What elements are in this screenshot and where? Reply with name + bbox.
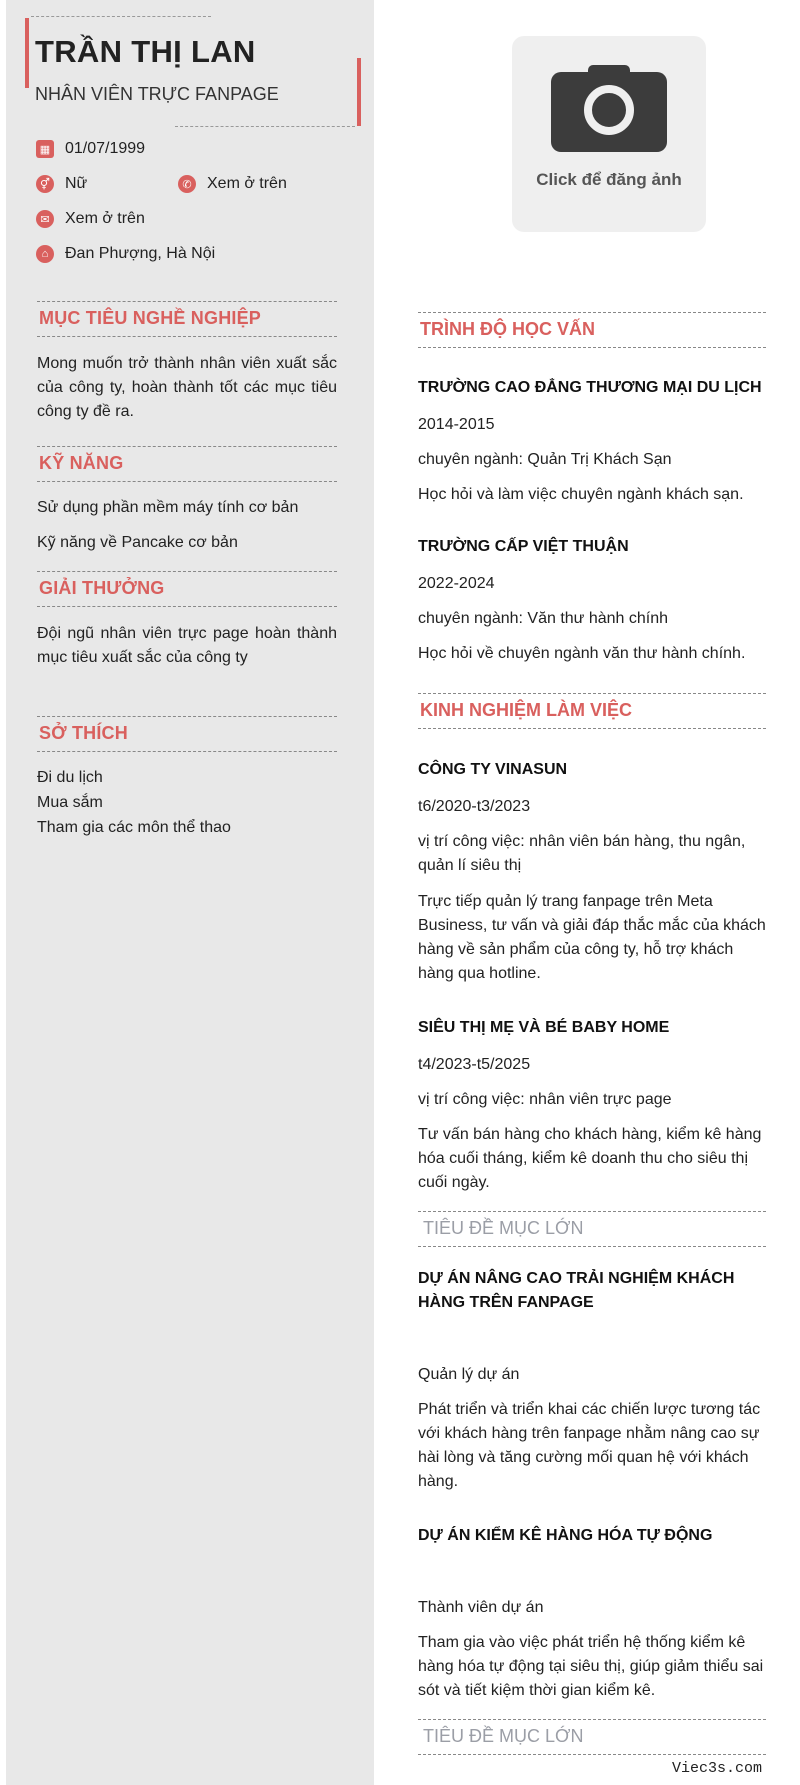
hobbies-heading-text[interactable]: SỞ THÍCH	[39, 723, 128, 743]
footer-brand: Viec3s.com	[672, 1760, 763, 1777]
email-value: Xem ở trên	[65, 210, 145, 227]
dob-value: 01/07/1999	[65, 140, 146, 157]
awards-text[interactable]: Đội ngũ nhân viên trực page hoàn thành mục tiêu xuất sắc của công ty	[37, 625, 337, 666]
info-dob[interactable]	[36, 140, 145, 158]
job-period[interactable]: t6/2020-t3/2023	[418, 798, 531, 815]
objective-heading-text[interactable]: MỤC TIÊU NGHỀ NGHIỆP	[39, 308, 262, 328]
phone-icon: ✆	[178, 175, 196, 193]
home-icon: ⌂	[36, 245, 54, 263]
awards-heading-text[interactable]: GIẢI THƯỞNG	[39, 578, 165, 598]
projects-heading-text[interactable]: TIÊU ĐỀ MỤC LỚN	[423, 1218, 584, 1238]
company-name[interactable]: CÔNG TY VINASUN	[418, 761, 568, 778]
name-accent-bar	[25, 18, 29, 88]
hobbies-heading	[37, 716, 337, 752]
full-name[interactable]: TRẦN THỊ LAN	[35, 34, 256, 69]
info-gender[interactable]	[36, 175, 87, 193]
address-value: Đan Phượng, Hà Nội	[65, 245, 216, 262]
school-name[interactable]: TRƯỜNG CẤP VIỆT THUẬN	[418, 538, 629, 555]
camera-lens	[584, 85, 634, 135]
name-block	[25, 14, 361, 126]
photo-upload[interactable]	[512, 36, 706, 232]
education-major[interactable]: chuyên ngành: Quản Trị Khách Sạn	[418, 451, 672, 468]
extra-heading-text[interactable]: TIÊU ĐỀ MỤC LỚN	[423, 1726, 584, 1746]
hobby-item[interactable]: Mua sắm	[37, 794, 103, 811]
experience-heading-text[interactable]: KINH NGHIỆM LÀM VIỆC	[420, 700, 633, 720]
experience-heading	[418, 693, 766, 729]
education-desc[interactable]: Học hỏi về chuyên ngành văn thư hành chính.	[418, 645, 746, 662]
project-name[interactable]: DỰ ÁN NÂNG CAO TRẢI NGHIỆM KHÁCH HÀNG TRÊN FANPAGE	[418, 1270, 735, 1311]
education-heading-text[interactable]: TRÌNH ĐỘ HỌC VẤN	[420, 319, 595, 339]
hobby-item[interactable]: Tham gia các môn thể thao	[37, 819, 231, 836]
job-desc[interactable]: Tư vấn bán hàng cho khách hàng, kiểm kê hàng hóa cuối tháng, kiểm kê doanh thu cho siêu thị cuối ngày.	[418, 1126, 762, 1191]
skill-item[interactable]: Sử dụng phần mềm máy tính cơ bản	[37, 499, 299, 516]
education-desc[interactable]: Học hỏi và làm việc chuyên ngành khách sạn.	[418, 486, 744, 503]
skill-item[interactable]: Kỹ năng về Pancake cơ bản	[37, 534, 238, 551]
education-major[interactable]: chuyên ngành: Văn thư hành chính	[418, 610, 669, 627]
project-desc[interactable]: Phát triển và triển khai các chiến lược tương tác với khách hàng trên fanpage nhằm nâng cao sự hài lòng và tăng cường mối quan hệ với khách hàng.	[418, 1401, 761, 1490]
job-desc[interactable]: Trực tiếp quản lý trang fanpage trên Meta Business, tư vấn và giải đáp thắc mắc của khách hàng về sản phẩm của công ty, hỗ trợ khách hàng qua hotline.	[418, 893, 766, 982]
objective-heading	[37, 301, 337, 337]
photo-upload-label: Click để đăng ảnh	[536, 170, 682, 189]
skills-heading-text[interactable]: KỸ NĂNG	[39, 453, 124, 473]
title-accent-bar	[357, 58, 361, 126]
skills-heading	[37, 446, 337, 482]
job-title[interactable]: NHÂN VIÊN TRỰC FANPAGE	[35, 84, 279, 104]
education-period[interactable]: 2022-2024	[418, 575, 495, 592]
company-name[interactable]: SIÊU THỊ MẸ VÀ BÉ BABY HOME	[418, 1019, 670, 1036]
hobby-item[interactable]: Đi du lịch	[37, 769, 103, 786]
project-desc[interactable]: Tham gia vào việc phát triển hệ thống kiểm kê hàng hóa tự động tại siêu thị, giúp giảm thiểu sai sót và tiết kiệm thời gian kiểm kê.	[418, 1634, 764, 1699]
school-name[interactable]: TRƯỜNG CAO ĐẲNG THƯƠNG MẠI DU LỊCH	[418, 379, 762, 396]
gender-value: Nữ	[65, 175, 88, 192]
awards-heading	[37, 571, 337, 607]
job-period[interactable]: t4/2023-t5/2025	[418, 1056, 531, 1073]
divider	[175, 126, 355, 127]
extra-heading	[418, 1719, 766, 1755]
info-email[interactable]	[36, 210, 145, 228]
divider	[31, 16, 211, 17]
objective-text[interactable]: Mong muốn trở thành nhân viên xuất sắc của công ty, hoàn thành tốt các mục tiêu công ty đề ra.	[37, 355, 337, 420]
job-position[interactable]: vị trí công việc: nhân viên trực page	[418, 1091, 672, 1108]
phone-value: Xem ở trên	[207, 175, 287, 192]
job-position[interactable]: vị trí công việc: nhân viên bán hàng, thu ngân, quản lí siêu thị	[418, 833, 746, 874]
mail-icon: ✉	[36, 210, 54, 228]
education-heading	[418, 312, 766, 348]
gender-icon: ⚥	[36, 175, 54, 193]
projects-heading	[418, 1211, 766, 1247]
calendar-icon: ▦	[36, 140, 54, 158]
info-address[interactable]	[36, 245, 215, 263]
info-phone[interactable]	[178, 175, 287, 193]
project-role[interactable]: Quản lý dự án	[418, 1366, 520, 1383]
project-role[interactable]: Thành viên dự án	[418, 1599, 544, 1616]
project-name[interactable]: DỰ ÁN KIỂM KÊ HÀNG HÓA TỰ ĐỘNG	[418, 1527, 713, 1544]
sidebar	[6, 0, 374, 1785]
education-period[interactable]: 2014-2015	[418, 416, 495, 433]
